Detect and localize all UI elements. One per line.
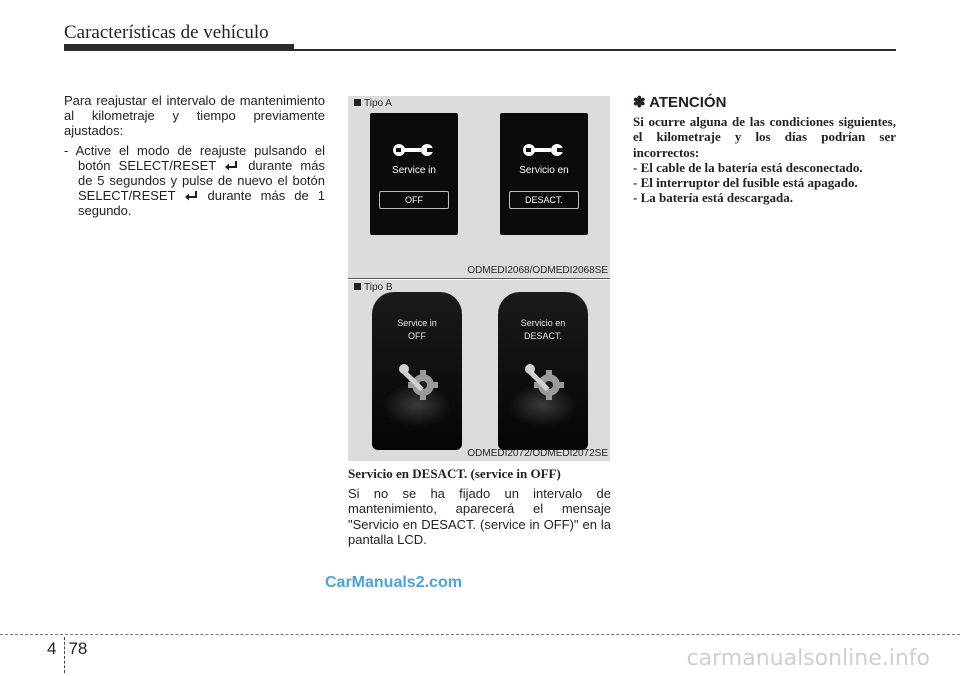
attention-list <box>633 160 896 206</box>
figure-b-tag-text: Tipo B <box>364 282 393 293</box>
cluster-label-line1: Servicio en <box>520 318 566 328</box>
cluster-label-line1: Service in <box>397 318 437 328</box>
cluster-servicio-en-desact <box>498 292 588 450</box>
figure-a-tag <box>354 98 392 109</box>
display-servicio-en-desact <box>500 113 588 235</box>
wrench-icon <box>392 143 434 157</box>
header-rule <box>64 49 896 51</box>
figure-a-code: ODMEDI2068/ODMEDI2068SE <box>467 265 608 276</box>
enter-return-icon <box>184 190 198 202</box>
intro-paragraph: Para reajustar el intervalo de mantenimiento al kilometraje y tiempo previamente ajustados: <box>64 93 325 139</box>
section-heading: Servicio en DESACT. (service in OFF) <box>348 466 561 481</box>
wrench-gear-icon <box>522 360 566 404</box>
display-label: Servicio en <box>519 165 569 176</box>
display-value-box: OFF <box>379 191 449 209</box>
square-bullet-icon <box>354 283 361 290</box>
figure-type-a <box>348 96 610 278</box>
attention-heading: ✽ ATENCIÓN <box>633 94 727 111</box>
figure-a-tag-text: Tipo A <box>364 98 392 109</box>
page-header-title: Características de vehículo <box>64 22 269 43</box>
figure-b-code: ODMEDI2072/ODMEDI2072SE <box>467 448 608 459</box>
display-service-in-off <box>370 113 458 235</box>
step-text-3: durante más de 1 segundo. <box>78 188 325 219</box>
reset-step <box>64 143 325 219</box>
page-number <box>47 639 87 659</box>
watermark-link[interactable]: CarManuals2.com <box>325 574 462 591</box>
figure-b-tag <box>354 282 393 293</box>
attention-box <box>633 93 896 206</box>
page-number-divider <box>64 637 65 673</box>
wrench-gear-icon <box>396 360 440 404</box>
cluster-service-in-off <box>372 292 462 450</box>
list-item: - El interruptor del fusible está apagado. <box>633 175 858 191</box>
wrench-icon <box>522 143 564 157</box>
service-off-section <box>348 466 611 547</box>
footer-rule <box>0 634 960 635</box>
display-value-box: DESACT. <box>509 191 579 209</box>
figure-type-b <box>348 280 610 461</box>
section-number: 4 <box>47 639 57 658</box>
attention-intro: Si ocurre alguna de las condiciones siguientes, el kilometraje y los días podrían ser incorrectos: <box>633 114 896 160</box>
square-bullet-icon <box>354 99 361 106</box>
list-item: - La batería está descargada. <box>633 190 793 206</box>
page-num: 78 <box>68 639 88 658</box>
section-body: Si no se ha fijado un intervalo de mantenimiento, aparecerá el mensaje "Servicio en DESACT. (service in OFF)" en la pantalla LCD. <box>348 486 611 547</box>
step-text-1: - Active el modo de reajuste pulsando el botón SELECT/RESET <box>64 142 325 173</box>
list-item: - El cable de la batería está desconectado. <box>633 159 863 175</box>
cluster-label-line2: DESACT. <box>523 331 562 341</box>
left-column <box>64 93 325 219</box>
step-text-2: durante más de 5 segundos y pulse de nuevo el botón SELECT/RESET <box>78 157 325 204</box>
cluster-label-line2: OFF <box>408 331 426 341</box>
footer-site-watermark: carmanualsonline.info <box>686 646 930 671</box>
enter-return-icon <box>224 160 238 172</box>
figure-separator <box>348 278 610 279</box>
display-label: Service in <box>392 165 436 176</box>
